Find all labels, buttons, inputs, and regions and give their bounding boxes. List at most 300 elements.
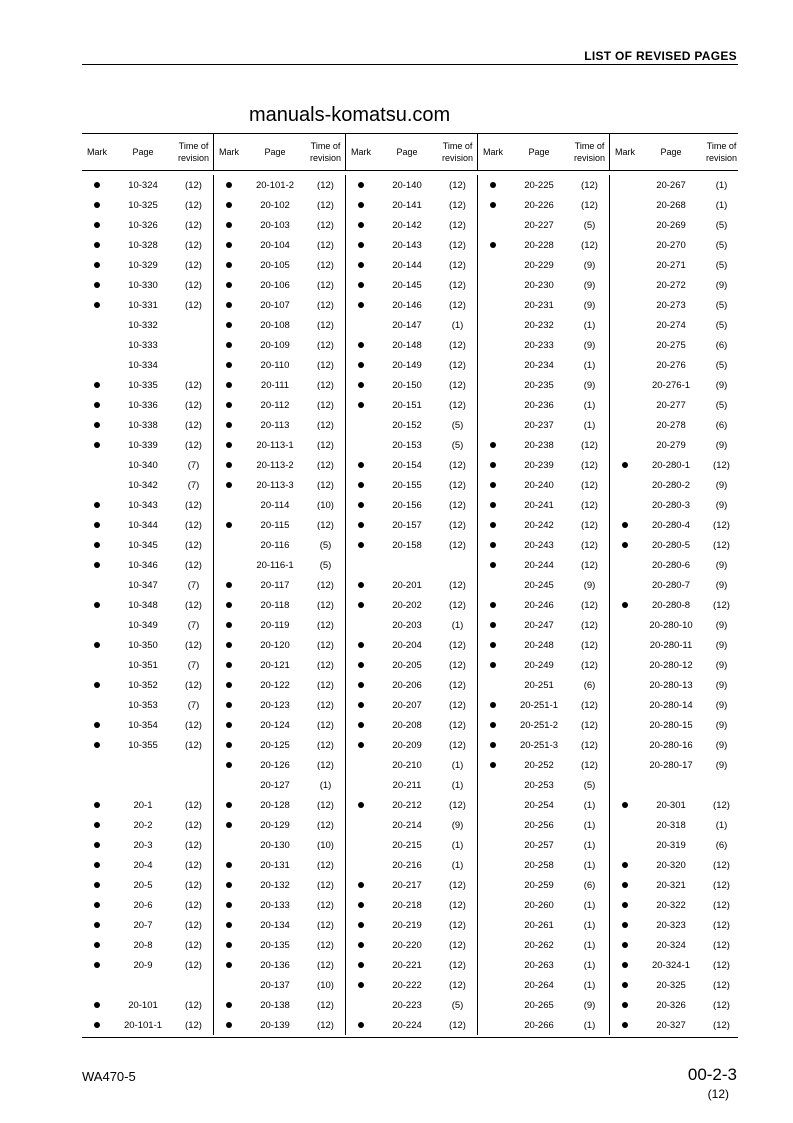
table-column-4	[477, 175, 609, 1035]
table-row	[214, 475, 345, 495]
header-mark: Mark	[219, 147, 239, 157]
revision-cell: (5)	[451, 439, 464, 451]
mark-cell	[346, 282, 376, 288]
table-row	[478, 815, 609, 835]
header-group-4	[477, 134, 609, 170]
mark-cell	[82, 562, 112, 568]
mark-cell	[214, 762, 244, 768]
revision-mark-dot-icon	[490, 542, 496, 548]
revision-cell: (12)	[185, 239, 202, 251]
mark-cell	[214, 902, 244, 908]
revision-mark-dot-icon	[358, 962, 364, 968]
page-cell: 20-215	[392, 839, 422, 851]
page-cell: 20-280-16	[649, 739, 693, 751]
revision-cell: (12)	[713, 1019, 730, 1031]
table-row	[82, 235, 213, 255]
table-row	[214, 335, 345, 355]
table-row	[478, 795, 609, 815]
mark-cell	[346, 802, 376, 808]
revision-cell: (12)	[317, 239, 334, 251]
mark-cell	[346, 882, 376, 888]
table-row	[82, 355, 213, 375]
table-row	[610, 775, 741, 795]
revision-cell: (7)	[187, 699, 200, 711]
revision-cell: (12)	[185, 439, 202, 451]
table-row	[610, 995, 741, 1015]
table-row	[610, 215, 741, 235]
table-row	[346, 475, 477, 495]
revision-cell: (12)	[185, 1019, 202, 1031]
table-row	[214, 935, 345, 955]
table-row	[82, 435, 213, 455]
revision-mark-dot-icon	[358, 342, 364, 348]
mark-cell	[82, 1002, 112, 1008]
revision-mark-dot-icon	[226, 302, 232, 308]
page-cell: 20-217	[392, 879, 422, 891]
revision-cell: (12)	[449, 179, 466, 191]
revision-cell: (12)	[713, 919, 730, 931]
table-row	[610, 555, 741, 575]
page-cell: 20-156	[392, 499, 422, 511]
revision-cell: (9)	[715, 699, 728, 711]
page-cell: 20-123	[260, 699, 290, 711]
table-row	[610, 595, 741, 615]
table-row	[214, 755, 345, 775]
revision-cell: (1)	[583, 839, 596, 851]
page-cell: 20-238	[524, 439, 554, 451]
revision-mark-dot-icon	[358, 522, 364, 528]
mark-cell	[346, 302, 376, 308]
page-cell: 20-108	[260, 319, 290, 331]
revision-mark-dot-icon	[226, 702, 232, 708]
revision-cell: (12)	[317, 999, 334, 1011]
revision-mark-dot-icon	[94, 742, 100, 748]
revision-cell: (12)	[185, 599, 202, 611]
page-cell: 20-106	[260, 279, 290, 291]
revision-cell: (12)	[713, 599, 730, 611]
revision-cell: (12)	[317, 179, 334, 191]
page-cell: 20-327	[656, 1019, 686, 1031]
revision-mark-dot-icon	[226, 282, 232, 288]
mark-cell	[214, 382, 244, 388]
page-cell: 10-348	[128, 599, 158, 611]
mark-cell	[478, 202, 508, 208]
page-cell: 20-264	[524, 979, 554, 991]
header-time: Time of revision	[573, 141, 605, 163]
table-row	[214, 775, 345, 795]
table-row	[82, 315, 213, 335]
table-row	[346, 995, 477, 1015]
table-row	[346, 635, 477, 655]
table-row	[346, 395, 477, 415]
page-cell: 20-148	[392, 339, 422, 351]
page-cell: 20-274	[656, 319, 686, 331]
page-cell: 20-140	[392, 179, 422, 191]
mark-cell	[82, 742, 112, 748]
table-row	[478, 755, 609, 775]
revision-mark-dot-icon	[622, 462, 628, 468]
page-cell: 20-139	[260, 1019, 290, 1031]
table-row	[346, 735, 477, 755]
page-cell: 20-126	[260, 759, 290, 771]
page-cell: 20-319	[656, 839, 686, 851]
mark-cell	[214, 242, 244, 248]
table-row	[478, 235, 609, 255]
table-row	[214, 695, 345, 715]
page-cell: 20-267	[656, 179, 686, 191]
revision-cell: (12)	[317, 899, 334, 911]
revision-mark-dot-icon	[94, 802, 100, 808]
table-row	[346, 575, 477, 595]
table-column-5	[609, 175, 741, 1035]
revision-mark-dot-icon	[94, 202, 100, 208]
table-row	[478, 515, 609, 535]
page-cell: 10-332	[128, 319, 158, 331]
page-cell: 20-234	[524, 359, 554, 371]
page-cell: 20-214	[392, 819, 422, 831]
mark-cell	[346, 982, 376, 988]
revision-mark-dot-icon	[490, 742, 496, 748]
revision-cell: (12)	[317, 919, 334, 931]
revision-mark-dot-icon	[226, 202, 232, 208]
revision-mark-dot-icon	[490, 462, 496, 468]
page-cell: 20-143	[392, 239, 422, 251]
revision-cell: (12)	[449, 659, 466, 671]
page-cell: 20-261	[524, 919, 554, 931]
table-row	[214, 575, 345, 595]
page-cell: 20-121	[260, 659, 290, 671]
page-cell: 20-117	[260, 579, 290, 591]
revision-mark-dot-icon	[94, 642, 100, 648]
page-cell: 20-210	[392, 759, 422, 771]
table-row	[82, 495, 213, 515]
revision-cell: (12)	[317, 419, 334, 431]
revision-mark-dot-icon	[226, 642, 232, 648]
page-cell: 20-101	[128, 999, 158, 1011]
revision-mark-dot-icon	[490, 602, 496, 608]
table-row	[346, 435, 477, 455]
page-cell: 20-246	[524, 599, 554, 611]
mark-cell	[82, 602, 112, 608]
page-cell: 20-113	[260, 419, 290, 431]
page-cell: 10-343	[128, 499, 158, 511]
revision-mark-dot-icon	[358, 302, 364, 308]
revision-cell: (12)	[449, 379, 466, 391]
revision-cell: (12)	[449, 499, 466, 511]
table-row	[214, 995, 345, 1015]
table-row	[346, 915, 477, 935]
page-cell: 20-128	[260, 799, 290, 811]
revision-mark-dot-icon	[490, 722, 496, 728]
table-row	[82, 415, 213, 435]
revision-cell: (12)	[317, 439, 334, 451]
page-cell: 20-280-13	[649, 679, 693, 691]
revision-cell: (12)	[185, 199, 202, 211]
page-cell: 20-120	[260, 639, 290, 651]
revision-cell: (1)	[715, 819, 728, 831]
page-cell: 20-230	[524, 279, 554, 291]
page-cell: 20-237	[524, 419, 554, 431]
table-row	[82, 935, 213, 955]
header-time: Time of revision	[705, 141, 737, 163]
revision-cell: (12)	[449, 519, 466, 531]
page-cell: 20-203	[392, 619, 422, 631]
revision-cell: (1)	[583, 979, 596, 991]
page-cell: 10-347	[128, 579, 158, 591]
footer-revision: (12)	[707, 1087, 729, 1101]
revision-mark-dot-icon	[94, 222, 100, 228]
revision-cell: (12)	[185, 819, 202, 831]
table-row	[214, 375, 345, 395]
revision-cell: (9)	[451, 819, 464, 831]
mark-cell	[346, 1022, 376, 1028]
mark-cell	[346, 522, 376, 528]
revision-cell: (10)	[317, 979, 334, 991]
page-cell: 10-349	[128, 619, 158, 631]
revision-cell: (12)	[185, 399, 202, 411]
mark-cell	[478, 742, 508, 748]
table-row	[478, 575, 609, 595]
page-cell: 10-336	[128, 399, 158, 411]
mark-cell	[214, 922, 244, 928]
table-row	[346, 495, 477, 515]
page-cell: 20-204	[392, 639, 422, 651]
table-row	[478, 535, 609, 555]
page-cell: 20-280-7	[651, 579, 691, 591]
page-cell: 20-280-1	[651, 459, 691, 471]
mark-cell	[214, 662, 244, 668]
table-row	[610, 755, 741, 775]
page-cell: 10-353	[128, 699, 158, 711]
revision-cell: (9)	[715, 759, 728, 771]
page-cell: 20-202	[392, 599, 422, 611]
revision-cell: (9)	[715, 639, 728, 651]
revision-cell: (5)	[451, 999, 464, 1011]
mark-cell	[214, 642, 244, 648]
footer-model: WA470-5	[82, 1069, 136, 1084]
page-cell: 20-105	[260, 259, 290, 271]
table-row	[82, 995, 213, 1015]
header-group-2	[213, 134, 345, 170]
page-cell: 20-1	[133, 799, 153, 811]
revision-mark-dot-icon	[94, 522, 100, 528]
table-row	[214, 215, 345, 235]
page-cell: 20-101-1	[123, 1019, 163, 1031]
mark-cell	[82, 402, 112, 408]
revision-mark-dot-icon	[358, 922, 364, 928]
revision-mark-dot-icon	[358, 482, 364, 488]
table-row	[478, 635, 609, 655]
mark-cell	[214, 882, 244, 888]
table-row	[478, 375, 609, 395]
revision-mark-dot-icon	[94, 442, 100, 448]
revision-mark-dot-icon	[226, 862, 232, 868]
revision-cell: (12)	[317, 199, 334, 211]
table-row	[214, 495, 345, 515]
table-row	[478, 835, 609, 855]
revision-mark-dot-icon	[358, 502, 364, 508]
page-cell: 10-326	[128, 219, 158, 231]
page-cell: 10-355	[128, 739, 158, 751]
mark-cell	[82, 302, 112, 308]
revision-cell: (12)	[317, 599, 334, 611]
revision-mark-dot-icon	[490, 522, 496, 528]
revision-cell: (1)	[583, 819, 596, 831]
table-row	[610, 475, 741, 495]
table-row	[346, 535, 477, 555]
table-row	[82, 795, 213, 815]
table-row	[214, 555, 345, 575]
table-row	[610, 535, 741, 555]
page-cell: 20-207	[392, 699, 422, 711]
table-row	[610, 895, 741, 915]
page-cell: 20-257	[524, 839, 554, 851]
page-cell: 20-152	[392, 419, 422, 431]
revision-mark-dot-icon	[226, 182, 232, 188]
page-cell: 20-109	[260, 339, 290, 351]
table-row	[346, 675, 477, 695]
revision-cell: (12)	[581, 599, 598, 611]
revision-cell: (12)	[317, 819, 334, 831]
header-page: Page	[660, 147, 682, 157]
table-row	[82, 915, 213, 935]
table-row	[346, 935, 477, 955]
revision-cell: (12)	[449, 399, 466, 411]
page-cell: 20-209	[392, 739, 422, 751]
revision-cell: (5)	[715, 319, 728, 331]
revision-cell: (12)	[317, 739, 334, 751]
page-cell: 20-115	[260, 519, 290, 531]
revision-mark-dot-icon	[226, 382, 232, 388]
revision-cell: (12)	[317, 459, 334, 471]
table-row	[610, 1015, 741, 1035]
table-row	[610, 275, 741, 295]
revision-mark-dot-icon	[358, 362, 364, 368]
mark-cell	[610, 902, 640, 908]
mark-cell	[214, 362, 244, 368]
revision-cell: (12)	[185, 679, 202, 691]
page-cell: 20-273	[656, 299, 686, 311]
revision-cell: (12)	[581, 619, 598, 631]
table-row	[214, 415, 345, 435]
revision-mark-dot-icon	[358, 202, 364, 208]
mark-cell	[610, 802, 640, 808]
revision-mark-dot-icon	[358, 702, 364, 708]
revision-cell: (12)	[185, 499, 202, 511]
page-cell: 20-223	[392, 999, 422, 1011]
page-cell: 20-266	[524, 1019, 554, 1031]
mark-cell	[478, 242, 508, 248]
table-row	[82, 195, 213, 215]
header-rule	[82, 64, 738, 65]
mark-cell	[478, 542, 508, 548]
revision-cell: (12)	[449, 899, 466, 911]
table-row	[610, 635, 741, 655]
revision-cell: (6)	[715, 839, 728, 851]
page-cell: 20-114	[260, 499, 290, 511]
table-row	[214, 435, 345, 455]
mark-cell	[82, 822, 112, 828]
header-page: Page	[396, 147, 418, 157]
mark-cell	[82, 422, 112, 428]
table-body	[82, 171, 738, 1037]
revision-mark-dot-icon	[226, 662, 232, 668]
table-row	[82, 595, 213, 615]
revision-mark-dot-icon	[358, 882, 364, 888]
revision-mark-dot-icon	[622, 542, 628, 548]
page-cell: 20-219	[392, 919, 422, 931]
mark-cell	[214, 1002, 244, 1008]
table-row	[82, 555, 213, 575]
mark-cell	[346, 582, 376, 588]
revision-mark-dot-icon	[94, 962, 100, 968]
page-cell: 20-259	[524, 879, 554, 891]
table-row	[214, 195, 345, 215]
table-row	[82, 675, 213, 695]
revision-cell: (9)	[583, 279, 596, 291]
revision-cell: (12)	[581, 479, 598, 491]
table-row	[478, 175, 609, 195]
table-row	[478, 495, 609, 515]
mark-cell	[214, 442, 244, 448]
table-row	[478, 715, 609, 735]
revision-mark-dot-icon	[358, 382, 364, 388]
table-row	[82, 635, 213, 655]
revision-cell: (1)	[583, 939, 596, 951]
mark-cell	[346, 182, 376, 188]
table-row	[214, 275, 345, 295]
page-cell: 20-107	[260, 299, 290, 311]
table-row	[214, 795, 345, 815]
page-cell: 20-127	[260, 779, 290, 791]
revision-cell: (9)	[715, 499, 728, 511]
mark-cell	[346, 362, 376, 368]
revision-cell: (9)	[583, 379, 596, 391]
revision-cell: (12)	[185, 959, 202, 971]
table-row	[610, 415, 741, 435]
revision-cell: (12)	[317, 339, 334, 351]
page-cell: 10-346	[128, 559, 158, 571]
table-row	[346, 295, 477, 315]
table-row	[610, 175, 741, 195]
page-cell: 20-270	[656, 239, 686, 251]
page-cell: 20-141	[392, 199, 422, 211]
table-row	[214, 735, 345, 755]
revision-cell: (5)	[715, 259, 728, 271]
revision-mark-dot-icon	[226, 222, 232, 228]
page-cell: 20-276-1	[651, 379, 691, 391]
table-row	[346, 335, 477, 355]
revision-mark-dot-icon	[94, 382, 100, 388]
page-cell: 20-235	[524, 379, 554, 391]
page-cell: 10-342	[128, 479, 158, 491]
revision-cell: (12)	[317, 879, 334, 891]
table-row	[610, 455, 741, 475]
table-row	[478, 475, 609, 495]
revision-mark-dot-icon	[94, 822, 100, 828]
mark-cell	[478, 182, 508, 188]
table-row	[214, 615, 345, 635]
table-row	[478, 935, 609, 955]
table-row	[346, 515, 477, 535]
page-cell: 20-280-15	[649, 719, 693, 731]
mark-cell	[214, 522, 244, 528]
revision-mark-dot-icon	[226, 262, 232, 268]
revision-cell: (12)	[449, 339, 466, 351]
revision-cell: (12)	[185, 519, 202, 531]
table-row	[610, 615, 741, 635]
page-cell: 10-344	[128, 519, 158, 531]
